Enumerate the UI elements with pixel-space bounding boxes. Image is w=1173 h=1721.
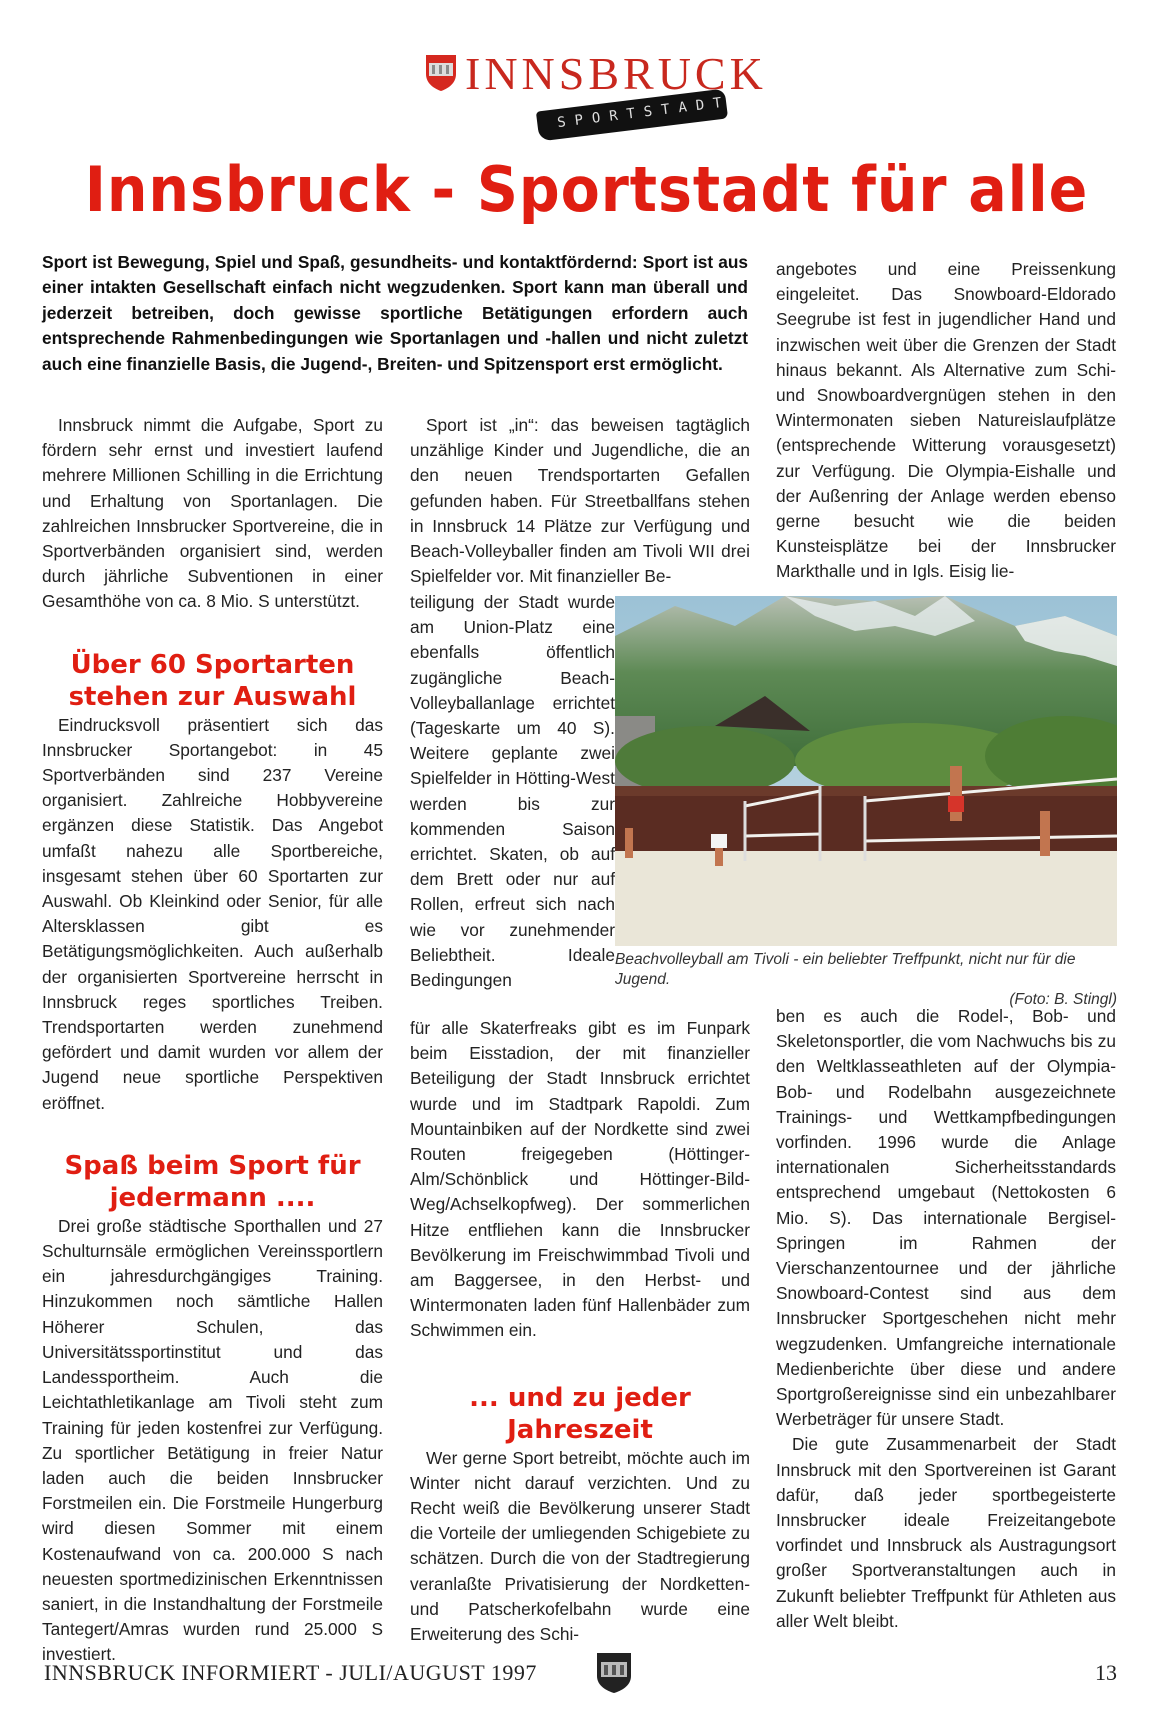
footer-crest-icon — [596, 1652, 632, 1694]
paragraph-continued: teiligung der Stadt wurde am Union-Platz eine ebenfalls öffentlich zugängliche Beach-Volleyballanlage errichtet (Tageskarte um 40 S). Weitere geplante zwei Spielfelder in Hötting-West werden bis zur kommenden Saison errichtet. Skaten, ob auf dem Brett oder nur auf Rollen, erfreut sich nach wie vor zunehmender Beliebtheit. Ideale Bedingungen — [410, 592, 615, 991]
column-1 — [42, 413, 383, 1668]
paragraph: Sport ist „in“: das beweisen tagtäglich unzählige Kinder und Jugendliche, die an den neuen Trendsportarten Gefallen gefunden haben. Für Streetballfans stehen in Innsbruck 14 Plätze zur Verfügung und Beach-Volleyballer finden am Tivoli WII drei Spielfelder vor. Mit finanzieller Be- — [410, 415, 750, 587]
photo-illustration — [615, 596, 1117, 946]
paragraph-continued: ben es auch die Rodel-, Bob- und Skeletonsportler, die vom Nachwuchs bis zu den Weltklasseathleten auf der Olympia-Bob- und Rodelbahn ausgezeichnete Trainings- und Wettkampfbedingungen vorfinden. 1996 wurde die Anlage internationalen Sicherheitsstandards entsprechend umgebaut (Nettokosten 6 Mio. S). Das internationale Bergisel-Springen im Rahmen der Vierschanzentournee und der jährliche Snowboard-Contest sind aus dem Innsbrucker Sportgeschehen nicht mehr wegzudenken. Umfangreiche internationale Medienberichte über diese und andere Sportgroßereignisse sind ein unbezahlbarer Werbeträger für unsere Stadt. — [776, 1006, 1116, 1430]
paragraph-continued: für alle Skaterfreaks gibt es im Funpark beim Eisstadion, der mit finanzieller Beteiligung der Stadt Innsbruck errichtet wurde und im Stadtpark Rapoldi. Zum Mountainbiken auf der Nordkette sind zwei Routen freigegeben (Höttinger-Alm/Schönblick und Höttinger-Bild-Weg/Achselkopfweg). Der sommerlichen Hitze entfliehen kann die Innsbrucker Bevölkerung im Freischwimmbad Tivoli und am Baggersee, in den Herbst- und Wintermonaten laden fünf Hallenbäder zum Schwimmen ein. — [410, 1018, 750, 1341]
coat-of-arms-icon — [425, 54, 457, 92]
logo-tagline: SPORTSTADT — [556, 93, 732, 132]
article-title: Innsbruck - Sportstadt für alle — [84, 153, 1089, 226]
logo-wordmark: INNSBRUCK — [465, 48, 767, 99]
paragraph: Eindrucksvoll präsentiert sich das Innsbrucker Sportangebot: in 45 Sportverbänden sind 237 Vereine organisiert. Zahlreiche Hobbyvereine ergänzen diese Statistik. Das Angebot umfaßt nahezu alle Sportbereiche, insgesamt stehen über 60 Sportarten zur Auswahl. Ob Kleinkind oder Senior, für alle Altersklassen gibt es Betätigungsmöglichkeiten. Auch außerhalb der organisierten Sportvereine herrscht in Innsbruck reges sportliches Treiben. Trendsportarten werden zunehmend gefördert und damit wurden vor allem der Jugend neue sportliche Perspektiven eröffnet. — [42, 714, 383, 1113]
beach-volleyball-photo — [615, 596, 1117, 946]
footer-publication: INNSBRUCK INFORMIERT - JULI/AUGUST 1997 — [44, 1660, 537, 1685]
paragraph: Wer gerne Sport betreibt, möchte auch im Winter nicht darauf verzichten. Und zu Recht weiß die Bevölkerung unserer Stadt die Vorteile der umliegenden Schigebiete zu schätzen. Durch die von der Stadtregierung veranlaßte Privatisierung der Nordketten- und Patscherkofelbahn wurde eine Erweiterung des Schi- — [410, 1447, 750, 1645]
column-3-bottom — [776, 1004, 1116, 1634]
photo-caption: Beachvolleyball am Tivoli - ein beliebter Treffpunkt, nicht nur für die Jugend. — [615, 951, 1076, 988]
photo-credit: (Foto: B. Stingl) — [1009, 991, 1117, 1008]
column-2-beside-photo — [410, 590, 615, 993]
paragraph-continued: angebotes und eine Preissenkung eingeleitet. Das Snowboard-Eldorado Seegrube ist fest in jugendlicher Hand und inzwischen weit über die Grenzen der Stadt hinaus bekannt. Als Alternative zum Schi- und Snowboardvergnügen stehen in den Wintermonaten sieben Natureislaufplätze (entsprechende Witterung vorausgesetzt) zur Verfügung. Die Olympia-Eishalle und der Außenring der Anlage werden ebenso gerne besucht wie die beiden Kunsteisplätze bei der Innsbrucker Markthalle und in Igls. Eisig lie- — [776, 259, 1116, 582]
paragraph: Drei große städtische Sporthallen und 27 Schulturnsäle ermöglichen Vereinssportlern ein jahresdurchgängiges Training. Hinzukommen noch sämtliche Hallen Höherer Schulen, das Universitätssportinstitut und das Landessportheim. Auch die Leichtathletikanlage am Tivoli steht zum Training für jeden kostenfrei zur Verfügung. Zu sportlicher Betätigung in freier Natur laden auch die beiden Innsbrucker Forstmeilen ein. Die Forstmeile Hungerburg wird diesen Sommer mit einem Kostenaufwand von ca. 200.000 S nach neuesten sportmedizinischen Erkenntnissen saniert, in die Instandhaltung der Forstmeile Tantegert/Amras wurden rund 25.000 S investiert. — [42, 1215, 383, 1665]
subheading: ... und zu jeder Jahreszeit — [469, 1382, 691, 1445]
subheading: Spaß beim Sport für jedermann .... — [64, 1150, 361, 1213]
paragraph: Die gute Zusammenarbeit der Stadt Innsbruck mit den Sportvereinen ist Garant dafür, daß jeder sportbegeisterte Innsbrucker ideale Freizeitangebote vorfindet und Innsbruck als Austragungsort großer Sportveranstaltungen auch in Zukunft beliebter Treffpunkt für Athleten aus aller Welt bleibt. — [776, 1434, 1116, 1631]
column-3-top — [776, 257, 1116, 585]
paragraph: Innsbruck nimmt die Aufgabe, Sport zu fördern sehr ernst und investiert laufend mehrere Millionen Schilling in die Errichtung und Erhaltung von Sportanlagen. Die zahlreichen Innsbrucker Sportvereine, die in Sportverbänden organisiert sind, werden durch jährliche Subventionen in einer Gesamthöhe von ca. 8 Mio. S unterstützt. — [42, 415, 383, 612]
page-number: 13 — [1095, 1660, 1117, 1685]
column-2-top — [410, 413, 750, 589]
innsbruck-sportstadt-logo — [425, 42, 767, 132]
article-lead: Sport ist Bewegung, Spiel und Spaß, gesundheits- und kontaktfördernd: Sport ist aus einer intakten Gesellschaft einfach nicht wegzudenken. Sport kann man überall und jederzeit betreiben, doch gewisse sportliche Betätigungen erfordern auch entsprechende Rahmenbedingungen wie Sportanlagen und -hallen und nicht zuletzt auch eine finanzielle Basis, die Jugend-, Breiten- und Spitzensport erst ermöglicht. — [42, 252, 748, 374]
column-2-bottom — [410, 1016, 750, 1647]
subheading: Über 60 Sportarten stehen zur Auswahl — [68, 649, 357, 712]
photo-caption-block — [615, 950, 1117, 1010]
